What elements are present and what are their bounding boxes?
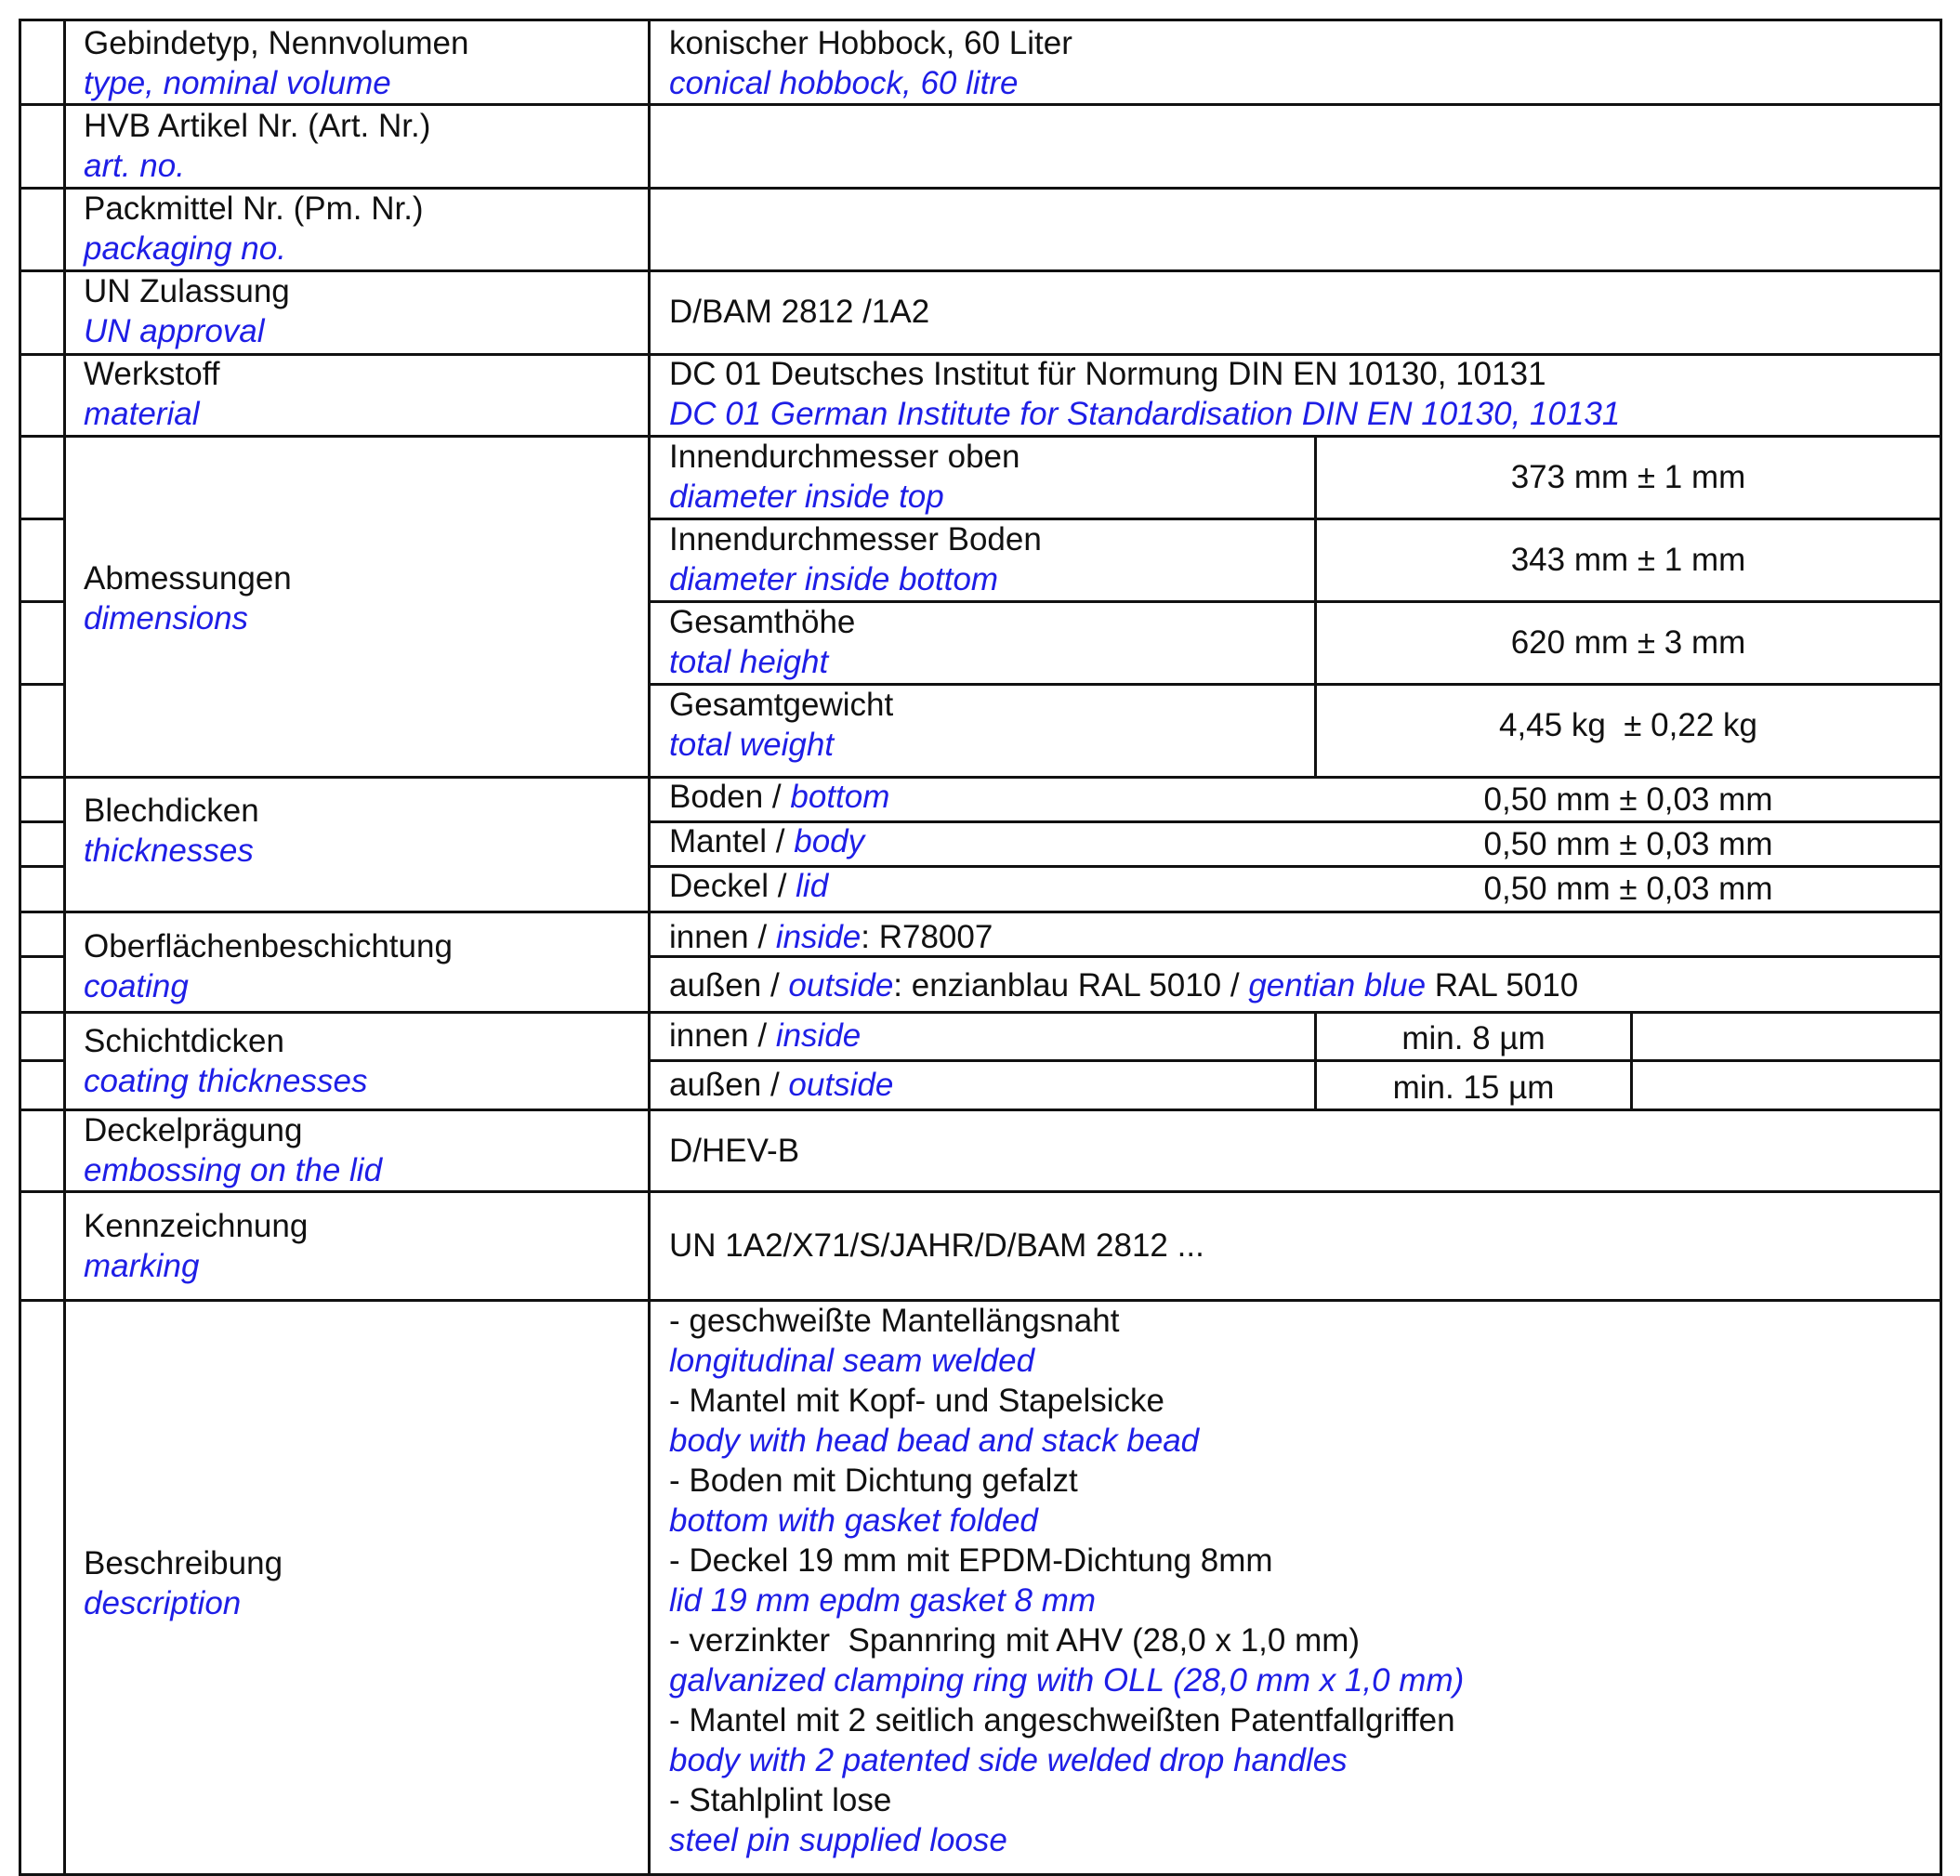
table-border-right — [1940, 19, 1942, 1876]
thickness-item-label — [669, 866, 828, 906]
dimension-item-label-en: total weight — [669, 727, 835, 763]
marking-label-en: marking — [84, 1248, 200, 1284]
thickness-item-label-en: bottom — [790, 779, 890, 815]
approval-label: UN Zulassung — [84, 273, 290, 309]
thickness-item-label-en: body — [794, 823, 865, 859]
coating-thickness-item-en: outside — [788, 1067, 894, 1103]
row-line — [19, 1190, 1942, 1193]
subrow-line-index — [19, 518, 65, 520]
dimension-item-label: Gesamtgewicht — [669, 687, 894, 723]
material-value-en: DC 01 German Institute for Standardisation DIN EN 10130, 10131 — [669, 396, 1621, 432]
description-line-en: bottom with gasket folded — [669, 1502, 1038, 1539]
approval-value: D/BAM 2812 /1A2 — [669, 294, 930, 330]
packaging-label-en: packaging no. — [84, 230, 286, 267]
dimension-item-label-en: total height — [669, 644, 829, 680]
description-line: - Boden mit Dichtung gefalzt — [669, 1463, 1078, 1499]
description-line: - geschweißte Mantellängsnaht — [669, 1303, 1120, 1339]
type-label: Gebindetyp, Nennvolumen — [84, 25, 469, 61]
coating-thickness-item-value: min. 15 µm — [1392, 1069, 1555, 1106]
coating-thickness-item-label — [669, 1016, 861, 1056]
article-label-en: art. no. — [84, 148, 185, 184]
dimension-item-label: Gesamthöhe — [669, 604, 856, 640]
description-line-en: steel pin supplied loose — [669, 1822, 1007, 1858]
description-line-en: lid 19 mm epdm gasket 8 mm — [669, 1582, 1097, 1619]
coating-inside — [669, 917, 993, 957]
type-value: konischer Hobbock, 60 Liter — [669, 25, 1072, 61]
dimension-item-label: Innendurchmesser Boden — [669, 521, 1042, 558]
material-label: Werkstoff — [84, 356, 220, 392]
dimension-item-value: 4,45 kg ± 0,22 kg — [1498, 707, 1757, 743]
thickness-item-value: 0,50 mm ± 0,03 mm — [1483, 871, 1773, 907]
thicknesses-label: Blechdicken — [84, 793, 259, 829]
thickness-item-label — [669, 821, 864, 861]
subrow-line-index — [19, 600, 65, 603]
embossing-label-en: embossing on the lid — [84, 1152, 383, 1188]
coating-thickness-item-value: min. 8 µm — [1401, 1020, 1546, 1056]
coating-inside-en: inside — [775, 919, 862, 955]
subrow-line-index — [19, 1059, 65, 1062]
description-label-en: description — [84, 1585, 242, 1621]
embossing-label: Deckelprägung — [84, 1112, 303, 1148]
coating-outside-en: outside — [788, 967, 894, 1004]
table-border-left — [19, 19, 21, 1876]
packaging-label: Packmittel Nr. (Pm. Nr.) — [84, 190, 424, 227]
dimensions-label-en: dimensions — [84, 600, 249, 636]
coating-outside-color-en: gentian blue — [1248, 967, 1427, 1004]
approval-label-en: UN approval — [84, 313, 265, 349]
coating-thickness-label: Schichtdicken — [84, 1023, 284, 1059]
row-line — [19, 776, 1942, 779]
coating-outside — [669, 965, 1578, 1005]
description-line-en: longitudinal seam welded — [669, 1343, 1035, 1379]
coating-thickness-item-de: außen / — [669, 1067, 789, 1103]
description-line: - Deckel 19 mm mit EPDM-Dichtung 8mm — [669, 1542, 1273, 1579]
coating-label: Oberflächenbeschichtung — [84, 928, 453, 964]
spec-table — [19, 19, 1942, 1876]
type-label-en: type, nominal volume — [84, 65, 391, 101]
dimension-item-value: 343 mm ± 1 mm — [1510, 542, 1746, 578]
marking-value: UN 1A2/X71/S/JAHR/D/BAM 2812 ... — [669, 1227, 1204, 1264]
description-line-en: body with 2 patented side welded drop handles — [669, 1742, 1348, 1778]
row-line — [19, 269, 1942, 272]
table-border-index — [63, 19, 66, 1876]
embossing-value: D/HEV-B — [669, 1133, 800, 1169]
subrow-line-value — [648, 865, 1942, 868]
description-line: - Mantel mit 2 seitlich angeschweißten Patentfallgriffen — [669, 1702, 1455, 1738]
coating-thickness-item-en: inside — [775, 1017, 862, 1054]
table-border-label — [648, 19, 651, 1876]
dimension-item-label: Innendurchmesser oben — [669, 439, 1020, 475]
marking-label: Kennzeichnung — [84, 1208, 309, 1244]
description-label: Beschreibung — [84, 1545, 283, 1581]
dimension-item-label-en: diameter inside top — [669, 479, 944, 515]
thickness-item-label — [669, 777, 889, 817]
thickness-item-value: 0,50 mm ± 0,03 mm — [1483, 826, 1773, 862]
row-line — [19, 911, 1942, 913]
row-line — [19, 19, 1942, 21]
description-line: - Mantel mit Kopf- und Stapelsicke — [669, 1383, 1165, 1419]
thickness-item-label-de: Mantel / — [669, 823, 795, 859]
row-line — [19, 1109, 1942, 1111]
coating-thickness-item-de: innen / — [669, 1017, 776, 1054]
description-line: - Stahlplint lose — [669, 1782, 892, 1818]
thickness-item-label-de: Boden / — [669, 779, 791, 815]
coating-outside-de: außen / — [669, 967, 789, 1004]
coating-thickness-item-label — [669, 1065, 893, 1105]
subrow-line-index — [19, 955, 65, 958]
thickness-item-label-en: lid — [796, 868, 829, 904]
thicknesses-label-en: thicknesses — [84, 833, 254, 869]
subrow-line-value — [648, 1059, 1942, 1062]
description-line-en: galvanized clamping ring with OLL (28,0 mm x 1,0 mm) — [669, 1662, 1465, 1699]
coating-inside-de: innen / — [669, 919, 776, 955]
dimension-item-value: 620 mm ± 3 mm — [1510, 624, 1746, 661]
coating-outside-ral: RAL 5010 — [1426, 967, 1579, 1004]
article-label: HVB Artikel Nr. (Art. Nr.) — [84, 108, 431, 144]
subrow-line-index — [19, 865, 65, 868]
dimension-item-value: 373 mm ± 1 mm — [1510, 459, 1746, 495]
subrow-line-index — [19, 683, 65, 686]
description-line: - verzinkter Spannring mit AHV (28,0 x 1,0 mm) — [669, 1622, 1361, 1659]
coating-inside-value: : R78007 — [861, 919, 993, 955]
material-value: DC 01 Deutsches Institut für Normung DIN EN 10130, 10131 — [669, 356, 1546, 392]
material-label-en: material — [84, 396, 200, 432]
row-line — [19, 1011, 1942, 1014]
thickness-item-label-de: Deckel / — [669, 868, 796, 904]
type-value-en: conical hobbock, 60 litre — [669, 65, 1019, 101]
description-line-en: body with head bead and stack bead — [669, 1423, 1200, 1459]
subrow-line-index — [19, 820, 65, 823]
coating-thickness-label-en: coating thicknesses — [84, 1063, 368, 1099]
coating-outside-value: : enzianblau RAL 5010 / — [893, 967, 1249, 1004]
coating-label-en: coating — [84, 968, 189, 1004]
thickness-item-value: 0,50 mm ± 0,03 mm — [1483, 781, 1773, 818]
dimensions-label: Abmessungen — [84, 560, 292, 597]
dimension-item-label-en: diameter inside bottom — [669, 561, 999, 597]
